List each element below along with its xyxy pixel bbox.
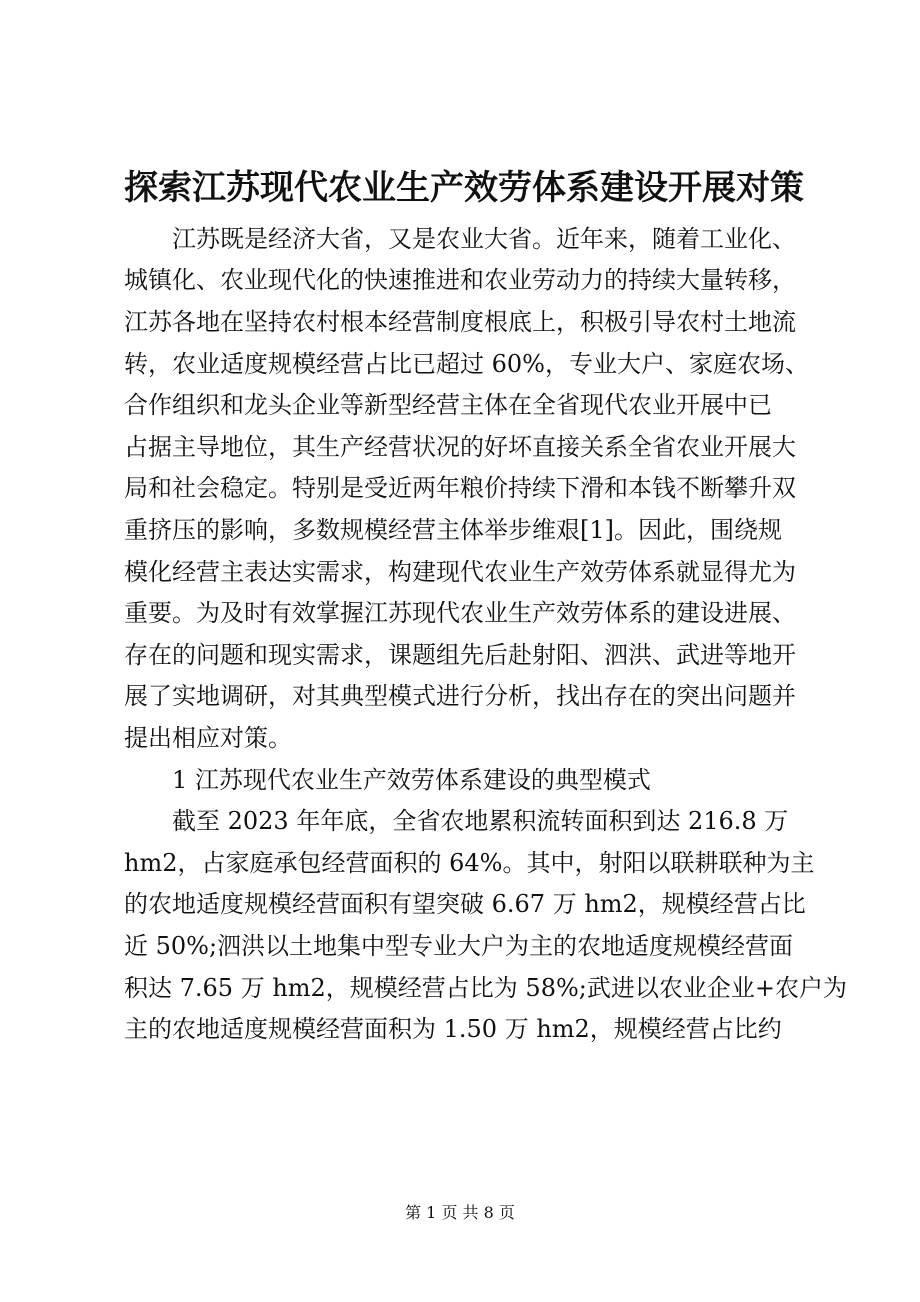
text-line: 存在的问题和现实需求，课题组先后赴射阳、泗洪、武进等地开 bbox=[124, 641, 796, 669]
text-line: 重挤压的影响，多数规模经营主体举步维艰[1]。因此，围绕规 bbox=[124, 516, 782, 544]
text-line: 截至 2023 年年底，全省农地累积流转面积到达 216.8 万 bbox=[124, 807, 789, 835]
text-line: 的农地适度规模经营面积有望突破 6.67 万 hm2，规模经营占比 bbox=[124, 890, 806, 918]
text-line: 局和社会稳定。特别是受近两年粮价持续下滑和本钱不断攀升双 bbox=[124, 474, 796, 502]
text-line: 展了实地调研，对其典型模式进行分析，找出存在的突出问题并 bbox=[124, 682, 796, 710]
text-line: hm2，占家庭承包经营面积的 64%。其中，射阳以联耕联种为主 bbox=[124, 849, 815, 877]
text-line: 占据主导地位，其生产经营状况的好坏直接关系全省农业开展大 bbox=[124, 433, 796, 461]
section-heading: 1 江苏现代农业生产效劳体系建设的典型模式 bbox=[124, 766, 651, 794]
text-line: 江苏既是经济大省，又是农业大省。近年来，随着工业化、 bbox=[124, 225, 796, 253]
document-title: 探索江苏现代农业生产效劳体系建设开展对策 bbox=[124, 168, 804, 208]
page-number: 第 1 页 共 8 页 bbox=[405, 1203, 515, 1222]
text-line: 合作组织和龙头企业等新型经营主体在全省现代农业开展中已 bbox=[124, 391, 772, 419]
text-line: 主的农地适度规模经营面积为 1.50 万 hm2，规模经营占比约 bbox=[124, 1015, 782, 1043]
text-line: 近 50%;泗洪以土地集中型专业大户为主的农地适度规模经营面 bbox=[124, 932, 794, 960]
text-line: 提出相应对策。 bbox=[124, 724, 292, 752]
text-line: 江苏各地在坚持农村根本经营制度根底上，积极引导农村土地流 bbox=[124, 308, 796, 336]
text-line: 城镇化、农业现代化的快速推进和农业劳动力的持续大量转移， bbox=[124, 266, 796, 294]
text-line: 模化经营主表达实需求，构建现代农业生产效劳体系就显得尤为 bbox=[124, 558, 796, 586]
text-line: 转，农业适度规模经营占比已超过 60%，专业大户、家庭农场、 bbox=[124, 350, 809, 378]
text-line: 积达 7.65 万 hm2，规模经营占比为 58%;武进以农业企业+农户为 bbox=[124, 974, 847, 1002]
text-line: 重要。为及时有效掌握江苏现代农业生产效劳体系的建设进展、 bbox=[124, 599, 796, 627]
